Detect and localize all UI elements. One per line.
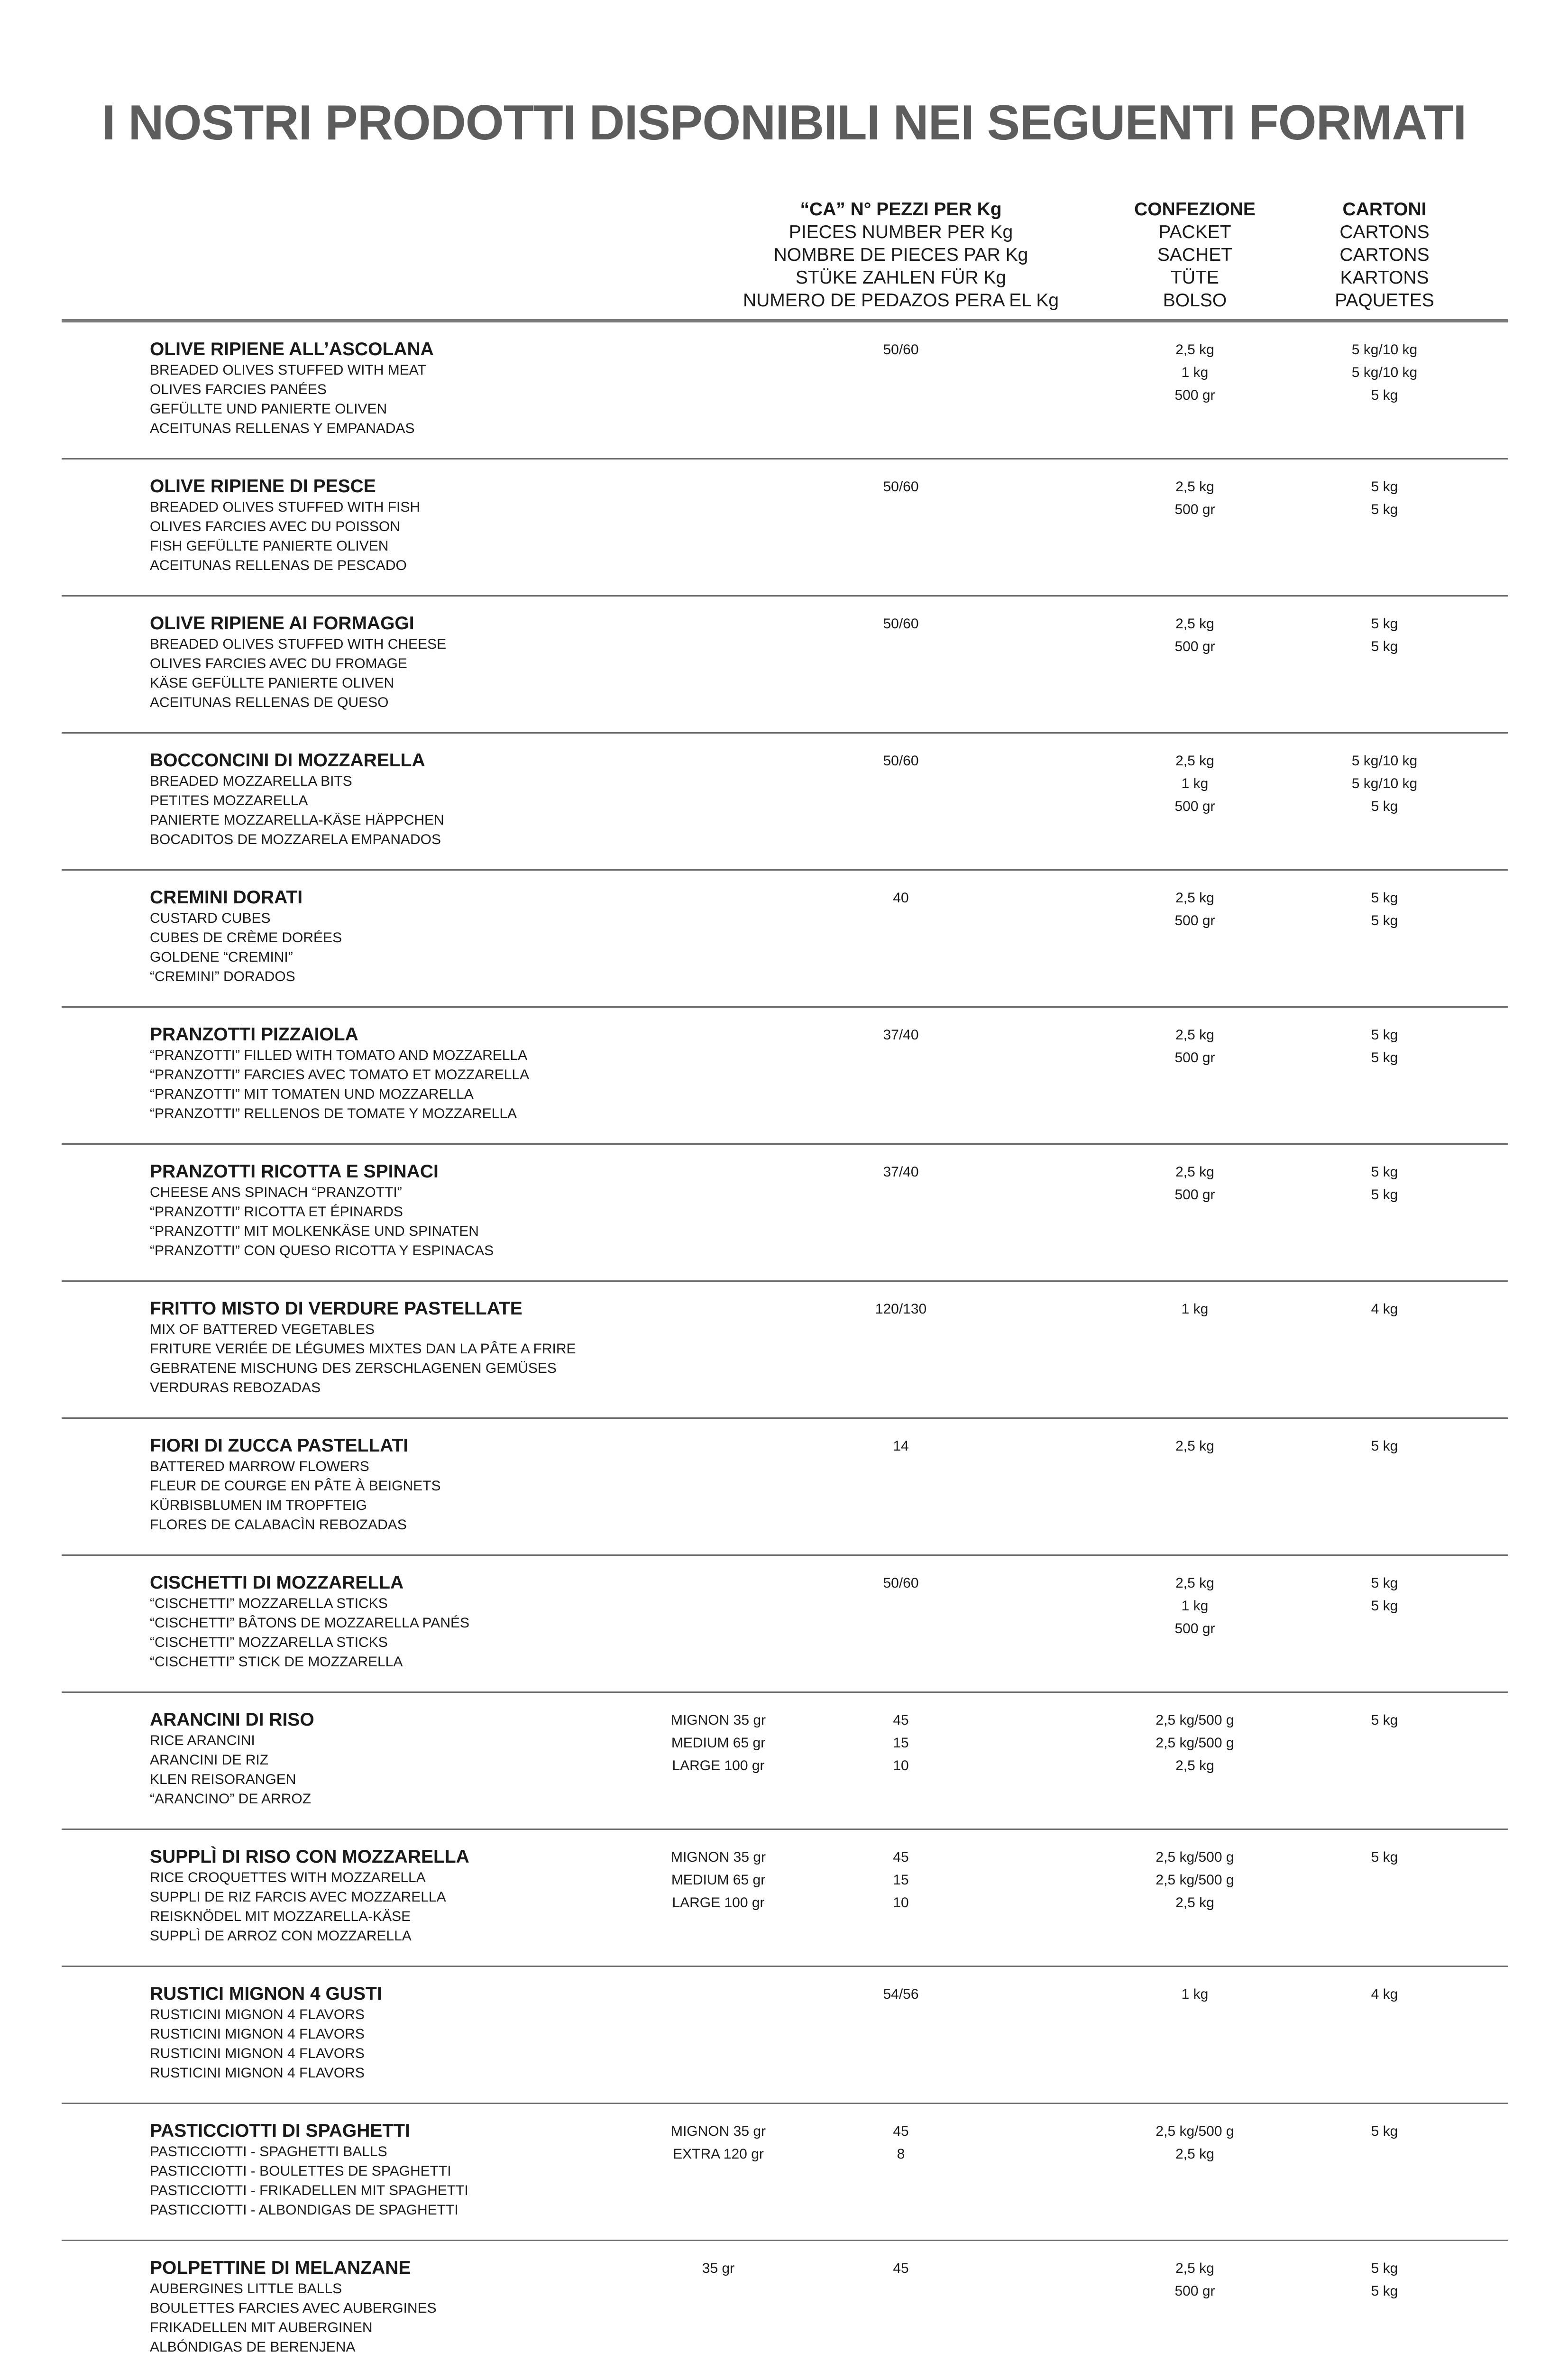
header-packet (1110, 198, 1280, 312)
header-cartons-english: CARTONS (1339, 222, 1430, 242)
header-cartons (1299, 198, 1470, 312)
size-cell-value: EXTRA 120 gr (673, 2146, 764, 2162)
header-cartons-spanish: PAQUETES (1335, 290, 1434, 311)
table-row (0, 1693, 1568, 1830)
product-translation: KÄSE GEFÜLLTE PANIERTE OLIVEN (150, 675, 394, 691)
table-row (0, 734, 1568, 871)
size-cell-value: 35 gr (702, 2261, 735, 2276)
product-info (150, 1572, 648, 1672)
product-translation: “CISCHETTI” STICK DE MOZZARELLA (150, 1654, 403, 1670)
header-pieces-french: NOMBRE DE PIECES PAR Kg (773, 245, 1028, 265)
header-pieces-per-kg (692, 198, 1110, 312)
product-translation: BATTERED MARROW FLOWERS (150, 1459, 369, 1474)
packet-cell-value: 500 gr (1174, 799, 1215, 814)
pieces-cell-value: 15 (893, 1872, 909, 1888)
header-pieces-german: STÜKE ZAHLEN FÜR Kg (795, 267, 1007, 288)
pieces-cell (825, 750, 977, 772)
header-cartons-german: KARTONS (1340, 267, 1429, 288)
header-packet-english: PACKET (1158, 222, 1231, 242)
packet-cell (1091, 339, 1299, 407)
packet-cell-value: 2,5 kg (1175, 1164, 1214, 1180)
cartons-cell-value: 4 kg (1371, 1986, 1398, 2002)
page-title: I NOSTRI PRODOTTI DISPONIBILI NEI SEGUENTI FORMATI (101, 95, 1467, 150)
packet-cell (1091, 1298, 1299, 1321)
cartons-cell (1309, 1709, 1460, 1732)
pieces-cell-value: 15 (893, 1735, 909, 1751)
table-row (0, 597, 1568, 734)
packet-cell-value: 1 kg (1181, 1598, 1209, 1614)
pieces-cell (825, 1024, 977, 1047)
cartons-cell (1309, 339, 1460, 407)
pieces-cell-value: 10 (893, 1895, 909, 1911)
product-translation: “PRANZOTTI” RELLENOS DE TOMATE Y MOZZARELLA (150, 1106, 517, 1121)
product-translation: PASTICCIOTTI - SPAGHETTI BALLS (150, 2144, 387, 2160)
product-translation: ACEITUNAS RELLENAS Y EMPANADAS (150, 421, 415, 436)
cartons-cell-value: 5 kg/10 kg (1351, 365, 1418, 380)
cartons-cell (1309, 887, 1460, 932)
product-translation: KÜRBISBLUMEN IM TROPFTEIG (150, 1498, 367, 1513)
product-info (150, 750, 648, 849)
product-name: OLIVE RIPIENE DI PESCE (150, 476, 376, 496)
pieces-cell-value: 54/56 (883, 1986, 919, 2002)
pieces-cell (825, 613, 977, 635)
size-cell (635, 1846, 801, 1914)
product-translation: SUPPLÌ DE ARROZ CON MOZZARELLA (150, 1928, 412, 1944)
size-cell-value: LARGE 100 gr (672, 1895, 765, 1911)
cartons-cell-value: 5 kg (1371, 2123, 1398, 2139)
packet-cell-value: 2,5 kg/500 g (1155, 1849, 1234, 1865)
header-packet-spanish: BOLSO (1163, 290, 1227, 311)
pieces-cell (825, 339, 977, 361)
packet-cell-value: 500 gr (1174, 387, 1215, 403)
product-info (150, 339, 648, 438)
product-info (150, 1709, 648, 1809)
cartons-cell (1309, 476, 1460, 521)
product-info (150, 1435, 648, 1535)
pieces-cell (825, 476, 977, 498)
table-row (0, 1967, 1568, 2104)
pieces-cell-value: 50/60 (883, 1575, 919, 1591)
product-translation: BOULETTES FARCIES AVEC AUBERGINES (150, 2300, 437, 2316)
product-translation: ACEITUNAS RELLENAS DE PESCADO (150, 558, 407, 573)
pieces-cell (825, 1435, 977, 1458)
product-translation: “PRANZOTTI” FILLED WITH TOMATO AND MOZZARELLA (150, 1048, 528, 1063)
cartons-cell (1309, 1572, 1460, 1617)
pieces-cell-value: 10 (893, 1758, 909, 1774)
packet-cell-value: 500 gr (1174, 913, 1215, 928)
product-name: PRANZOTTI RICOTTA E SPINACI (150, 1161, 439, 1182)
product-translation: PETITES MOZZARELLA (150, 793, 308, 809)
cartons-cell (1309, 750, 1460, 818)
product-translation: ARANCINI DE RIZ (150, 1752, 269, 1768)
product-translation: “ARANCINO” DE ARROZ (150, 1791, 312, 1807)
product-info (150, 887, 648, 986)
product-translation: RUSTICINI MIGNON 4 FLAVORS (150, 2046, 365, 2061)
product-name: BOCCONCINI DI MOZZARELLA (150, 750, 425, 771)
packet-cell-value: 2,5 kg (1175, 890, 1214, 906)
packet-cell-value: 2,5 kg (1175, 1758, 1214, 1774)
product-translation: “PRANZOTTI” CON QUESO RICOTTA Y ESPINACAS (150, 1243, 494, 1259)
product-translation: “PRANZOTTI” MIT TOMATEN UND MOZZARELLA (150, 1086, 474, 1102)
cartons-cell-value: 5 kg (1371, 387, 1398, 403)
product-translation: CUSTARD CUBES (150, 910, 271, 926)
packet-cell-value: 500 gr (1174, 1621, 1215, 1636)
pieces-cell-value: 120/130 (875, 1301, 927, 1317)
product-name: FRITTO MISTO DI VERDURE PASTELLATE (150, 1298, 523, 1319)
cartons-cell-value: 5 kg (1371, 913, 1398, 928)
packet-cell-value: 500 gr (1174, 1187, 1215, 1203)
product-info (150, 1161, 648, 1260)
cartons-cell (1309, 2120, 1460, 2143)
product-info (150, 1024, 648, 1123)
packet-cell-value: 2,5 kg (1175, 342, 1214, 358)
cartons-cell (1309, 2257, 1460, 2303)
product-translation: “CISCHETTI” BÂTONS DE MOZZARELLA PANÉS (150, 1615, 470, 1631)
pieces-cell (825, 1572, 977, 1595)
product-translation: AUBERGINES LITTLE BALLS (150, 2281, 342, 2297)
cartons-cell-value: 5 kg (1371, 2261, 1398, 2276)
packet-cell-value: 2,5 kg (1175, 616, 1214, 632)
pieces-cell-value: 37/40 (883, 1027, 919, 1043)
cartons-cell-value: 5 kg (1371, 1164, 1398, 1180)
product-translation: ACEITUNAS RELLENAS DE QUESO (150, 695, 389, 710)
packet-cell (1091, 476, 1299, 521)
header-divider (62, 319, 1508, 322)
packet-cell-value: 2,5 kg (1175, 1575, 1214, 1591)
packet-cell (1091, 1572, 1299, 1640)
pieces-cell (825, 1298, 977, 1321)
cartons-cell-value: 5 kg (1371, 1438, 1398, 1454)
packet-cell (1091, 1983, 1299, 2006)
packet-cell (1091, 1435, 1299, 1458)
cartons-cell-value: 5 kg/10 kg (1351, 342, 1418, 358)
packet-cell-value: 2,5 kg (1175, 1027, 1214, 1043)
pieces-cell (825, 2257, 977, 2280)
product-translation: REISKNÖDEL MIT MOZZARELLA-KÄSE (150, 1909, 411, 1924)
table-row (0, 1282, 1568, 1419)
product-translation: “CISCHETTI” MOZZARELLA STICKS (150, 1596, 388, 1611)
packet-cell (1091, 2257, 1299, 2303)
packet-cell (1091, 1161, 1299, 1206)
table-row (0, 459, 1568, 597)
packet-cell (1091, 1709, 1299, 1777)
product-translation: RICE CROQUETTES WITH MOZZARELLA (150, 1870, 426, 1885)
product-translation: RUSTICINI MIGNON 4 FLAVORS (150, 2007, 365, 2022)
packet-cell (1091, 1846, 1299, 1914)
product-name: POLPETTINE DI MELANZANE (150, 2258, 411, 2278)
packet-cell-value: 2,5 kg/500 g (1155, 2123, 1234, 2139)
cartons-cell-value: 5 kg (1371, 1575, 1398, 1591)
product-info (150, 476, 648, 575)
header-cartons-french: CARTONS (1339, 245, 1430, 265)
product-info (150, 2120, 648, 2220)
product-translation: FISH GEFÜLLTE PANIERTE OLIVEN (150, 538, 389, 554)
size-cell-value: MEDIUM 65 gr (671, 1735, 766, 1751)
product-translation: MIX OF BATTERED VEGETABLES (150, 1322, 375, 1337)
header-pieces-italian: “CA” N° PEZZI PER Kg (800, 199, 1002, 220)
cartons-cell-value: 5 kg (1371, 479, 1398, 495)
header-cartons-italian: CARTONI (1342, 199, 1427, 220)
pieces-cell-value: 14 (893, 1438, 909, 1454)
pieces-cell-value: 37/40 (883, 1164, 919, 1180)
product-translation: BREADED MOZZARELLA BITS (150, 773, 352, 789)
size-cell-value: MIGNON 35 gr (670, 2123, 766, 2139)
table-row (0, 1008, 1568, 1145)
packet-cell-value: 2,5 kg (1175, 479, 1214, 495)
size-cell-value: LARGE 100 gr (672, 1758, 765, 1774)
cartons-cell-value: 5 kg/10 kg (1351, 776, 1418, 791)
product-name: OLIVE RIPIENE ALL’ASCOLANA (150, 339, 434, 359)
product-translation: PASTICCIOTTI - ALBONDIGAS DE SPAGHETTI (150, 2202, 458, 2218)
pieces-cell-value: 50/60 (883, 479, 919, 495)
product-translation: “PRANZOTTI” FARCIES AVEC TOMATO ET MOZZARELLA (150, 1067, 530, 1083)
packet-cell-value: 500 gr (1174, 639, 1215, 654)
table-row (0, 1830, 1568, 1967)
pieces-cell-value: 50/60 (883, 616, 919, 632)
product-translation: “PRANZOTTI” RICOTTA ET ÉPINARDS (150, 1204, 403, 1220)
product-name: FIORI DI ZUCCA PASTELLATI (150, 1435, 409, 1456)
product-name: CISCHETTI DI MOZZARELLA (150, 1572, 404, 1593)
product-table (0, 322, 1568, 2371)
product-info (150, 1846, 648, 1946)
product-translation: BOCADITOS DE MOZZARELA EMPANADOS (150, 832, 441, 847)
packet-cell (1091, 750, 1299, 818)
cartons-cell (1309, 613, 1460, 658)
cartons-cell-value: 5 kg (1371, 1598, 1398, 1614)
packet-cell-value: 2,5 kg (1175, 2146, 1214, 2162)
header-pieces-english: PIECES NUMBER PER Kg (789, 222, 1013, 242)
table-row (0, 1145, 1568, 1282)
packet-cell-value: 2,5 kg (1175, 753, 1214, 769)
pieces-cell (825, 1161, 977, 1184)
cartons-cell-value: 5 kg/10 kg (1351, 753, 1418, 769)
product-translation: RICE ARANCINI (150, 1733, 255, 1748)
product-name: OLIVE RIPIENE AI FORMAGGI (150, 613, 414, 634)
cartons-cell-value: 5 kg (1371, 1187, 1398, 1203)
product-name: SUPPLÌ DI RISO CON MOZZARELLA (150, 1847, 469, 1867)
packet-cell-value: 500 gr (1174, 502, 1215, 517)
product-translation: BREADED OLIVES STUFFED WITH FISH (150, 499, 421, 515)
cartons-cell-value: 5 kg (1371, 616, 1398, 632)
product-translation: “PRANZOTTI” MIT MOLKENKÄSE UND SPINATEN (150, 1223, 479, 1239)
size-cell (635, 1709, 801, 1777)
cartons-cell-value: 5 kg (1371, 799, 1398, 814)
product-info (150, 2257, 648, 2357)
packet-cell-value: 500 gr (1174, 1050, 1215, 1066)
cartons-cell-value: 5 kg (1371, 1027, 1398, 1043)
pieces-cell-value: 45 (893, 1712, 909, 1728)
pieces-cell (825, 1846, 977, 1914)
table-row (0, 2104, 1568, 2241)
table-row (0, 2241, 1568, 2371)
pieces-cell-value: 50/60 (883, 753, 919, 769)
size-cell-value: MIGNON 35 gr (670, 1712, 766, 1728)
cartons-cell (1309, 1024, 1460, 1069)
packet-cell-value: 1 kg (1181, 1986, 1209, 2002)
cartons-cell-value: 5 kg (1371, 502, 1398, 517)
product-translation: RUSTICINI MIGNON 4 FLAVORS (150, 2065, 365, 2081)
product-translation: VERDURAS REBOZADAS (150, 1380, 321, 1396)
product-info (150, 1298, 648, 1397)
pieces-cell-value: 45 (893, 2261, 909, 2276)
packet-cell-value: 2,5 kg/500 g (1155, 1872, 1234, 1888)
product-translation: OLIVES FARCIES AVEC DU POISSON (150, 519, 400, 534)
size-cell-value: MEDIUM 65 gr (671, 1872, 766, 1888)
packet-cell-value: 2,5 kg (1175, 1895, 1214, 1911)
pieces-cell (825, 1709, 977, 1777)
cartons-cell-value: 5 kg (1371, 2283, 1398, 2299)
product-translation: OLIVES FARCIES PANÉES (150, 382, 327, 397)
size-cell (635, 2120, 801, 2166)
pieces-cell-value: 45 (893, 1849, 909, 1865)
packet-cell-value: 2,5 kg (1175, 2261, 1214, 2276)
cartons-cell-value: 5 kg (1371, 1849, 1398, 1865)
product-translation: GEBRATENE MISCHUNG DES ZERSCHLAGENEN GEMÜSES (150, 1360, 557, 1376)
packet-cell-value: 1 kg (1181, 776, 1209, 791)
packet-cell (1091, 613, 1299, 658)
product-translation: OLIVES FARCIES AVEC DU FROMAGE (150, 656, 407, 671)
pieces-cell-value: 45 (893, 2123, 909, 2139)
product-translation: “CISCHETTI” MOZZARELLA STICKS (150, 1635, 388, 1650)
packet-cell-value: 1 kg (1181, 365, 1209, 380)
packet-cell-value: 2,5 kg (1175, 1438, 1214, 1454)
product-translation: FLORES DE CALABACÌN REBOZADAS (150, 1517, 407, 1533)
packet-cell (1091, 2120, 1299, 2166)
cartons-cell (1309, 1846, 1460, 1869)
product-translation: SUPPLI DE RIZ FARCIS AVEC MOZZARELLA (150, 1889, 446, 1905)
cartons-cell (1309, 1435, 1460, 1458)
pieces-cell (825, 887, 977, 910)
pieces-cell-value: 50/60 (883, 342, 919, 358)
packet-cell (1091, 887, 1299, 932)
packet-cell (1091, 1024, 1299, 1069)
table-row (0, 1556, 1568, 1693)
product-name: CREMINI DORATI (150, 887, 303, 908)
packet-cell-value: 500 gr (1174, 2283, 1215, 2299)
product-translation: “CREMINI” DORADOS (150, 969, 295, 984)
size-cell-value: MIGNON 35 gr (670, 1849, 766, 1865)
product-translation: PANIERTE MOZZARELLA-KÄSE HÄPPCHEN (150, 812, 444, 828)
table-row (0, 871, 1568, 1008)
product-translation: FRITURE VERIÉE DE LÉGUMES MIXTES DAN LA PÂTE A FRIRE (150, 1341, 576, 1357)
product-translation: RUSTICINI MIGNON 4 FLAVORS (150, 2026, 365, 2042)
product-translation: ALBÓNDIGAS DE BERENJENA (150, 2339, 356, 2355)
pieces-cell (825, 1983, 977, 2006)
pieces-cell-value: 8 (897, 2146, 905, 2162)
header-pieces-spanish: NUMERO DE PEDAZOS PERA EL Kg (743, 290, 1059, 311)
product-translation: BREADED OLIVES STUFFED WITH CHEESE (150, 636, 447, 652)
product-info (150, 613, 648, 712)
cartons-cell-value: 5 kg (1371, 1712, 1398, 1728)
cartons-cell (1309, 1298, 1460, 1321)
packet-cell-value: 2,5 kg/500 g (1155, 1712, 1234, 1728)
packet-cell-value: 2,5 kg/500 g (1155, 1735, 1234, 1751)
product-translation: KLEN REISORANGEN (150, 1772, 296, 1787)
product-translation: PASTICCIOTTI - BOULETTES DE SPAGHETTI (150, 2163, 451, 2179)
product-info (150, 1983, 648, 2083)
packet-cell-value: 1 kg (1181, 1301, 1209, 1317)
product-translation: CHEESE ANS SPINACH “PRANZOTTI” (150, 1185, 402, 1200)
cartons-cell-value: 5 kg (1371, 1050, 1398, 1066)
pieces-cell (825, 2120, 977, 2166)
header-packet-french: SACHET (1157, 245, 1233, 265)
cartons-cell (1309, 1161, 1460, 1206)
product-translation: GOLDENE “CREMINI” (150, 949, 293, 965)
cartons-cell-value: 5 kg (1371, 890, 1398, 906)
product-translation: FLEUR DE COURGE EN PÂTE À BEIGNETS (150, 1478, 441, 1494)
table-row (0, 1419, 1568, 1556)
product-translation: GEFÜLLTE UND PANIERTE OLIVEN (150, 401, 387, 417)
pieces-cell-value: 40 (893, 890, 909, 906)
header-packet-german: TÜTE (1171, 267, 1219, 288)
product-translation: FRIKADELLEN MIT AUBERGINEN (150, 2320, 373, 2335)
header-packet-italian: CONFEZIONE (1134, 199, 1256, 220)
product-translation: CUBES DE CRÈME DORÉES (150, 930, 342, 946)
cartons-cell-value: 4 kg (1371, 1301, 1398, 1317)
product-name: ARANCINI DI RISO (150, 1709, 314, 1730)
product-name: PRANZOTTI PIZZAIOLA (150, 1024, 358, 1045)
size-cell (635, 2257, 801, 2280)
product-translation: BREADED OLIVES STUFFED WITH MEAT (150, 362, 426, 378)
product-translation: PASTICCIOTTI - FRIKADELLEN MIT SPAGHETTI (150, 2183, 468, 2198)
cartons-cell-value: 5 kg (1371, 639, 1398, 654)
table-row (0, 322, 1568, 459)
product-name: PASTICCIOTTI DI SPAGHETTI (150, 2121, 410, 2141)
cartons-cell (1309, 1983, 1460, 2006)
product-name: RUSTICI MIGNON 4 GUSTI (150, 1984, 382, 2004)
